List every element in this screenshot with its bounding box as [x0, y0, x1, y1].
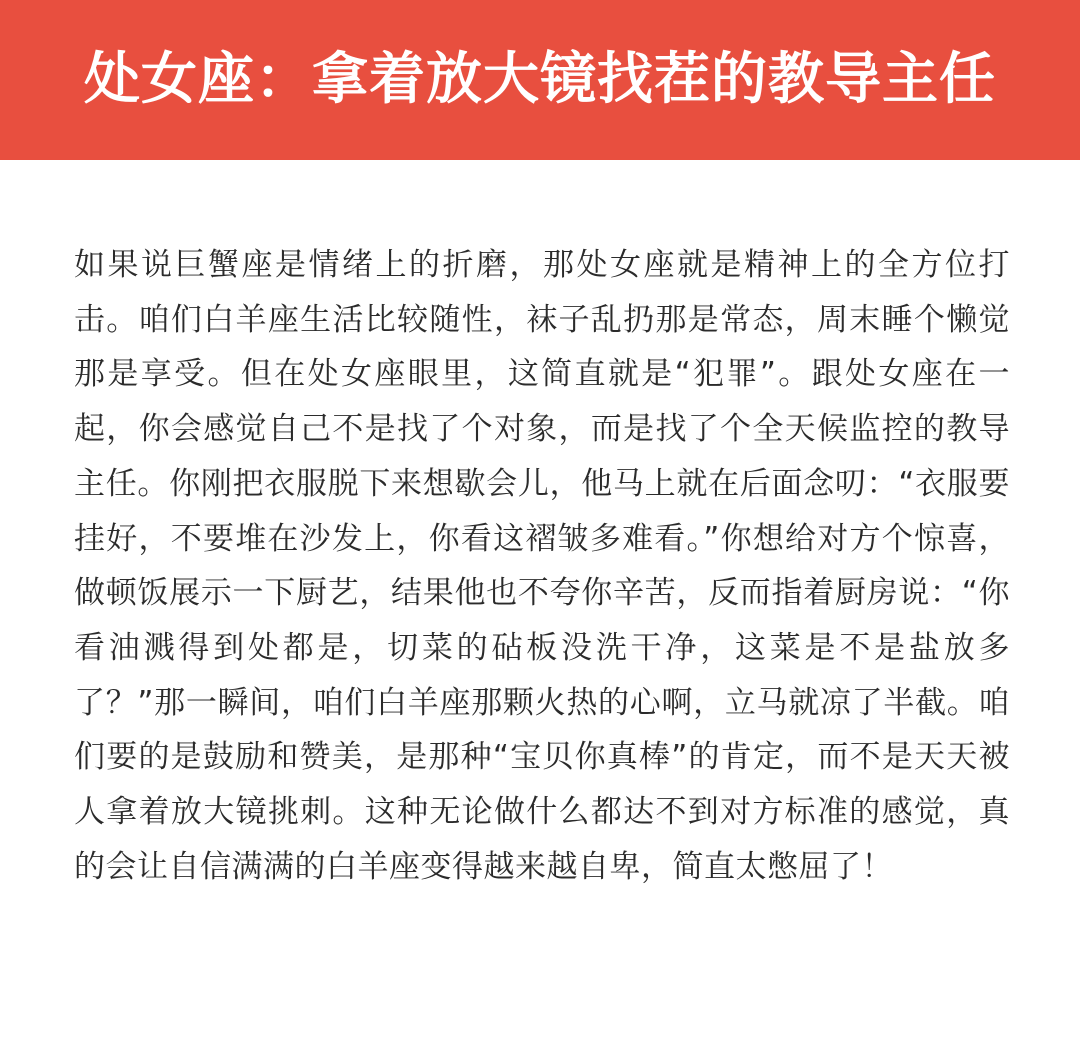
- page-title: 处女座：拿着放大镜找茬的教导主任: [84, 47, 996, 112]
- title-banner: [0, 0, 1080, 160]
- article-body: 如果说巨蟹座是情绪上的折磨，那处女座就是精神上的全方位打击。咱们白羊座生活比较随性，袜子乱扔那是常态，周末睡个懒觉那是享受。但在处女座眼里，这简直就是“犯罪”。跟处女座在一起，你会感觉自己不是找了个对象，而是找了个全天候监控的教导主任。你刚把衣服脱下来想歇会儿，他马上就在后面念叨：“衣服要挂好，不要堆在沙发上，你看这褶皱多难看。”你想给对方个惊喜，做顿饭展示一下厨艺，结果他也不夸你辛苦，反而指着厨房说：“你看油溅得到处都是，切菜的砧板没洗干净，这菜是不是盐放多了？”那一瞬间，咱们白羊座那颗火热的心啊，立马就凉了半截。咱们要的是鼓励和赞美，是那种“宝贝你真棒”的肯定，而不是天天被人拿着放大镜挑刺。这种无论做什么都达不到对方标准的感觉，真的会让自信满满的白羊座变得越来越自卑，简直太憋屈了！: [74, 247, 1010, 885]
